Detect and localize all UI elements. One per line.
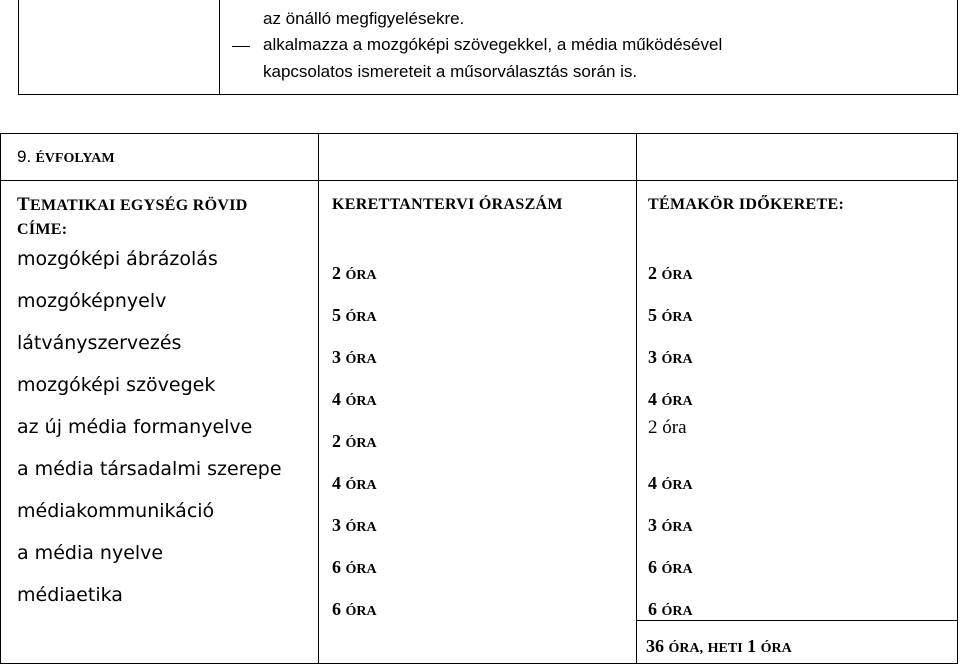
text-line: kapcsolatos ismereteit a műsorválasztás során is. <box>263 62 638 81</box>
framework-hours-header: KERETTANTERVI ÓRASZÁM <box>332 196 563 213</box>
framework-hours-cell: 6 ÓRA <box>332 557 377 577</box>
time-frame-cell: 6 ÓRA <box>648 557 693 577</box>
list-dash <box>232 46 250 47</box>
total-hours: 36 ÓRA, HETI 1 ÓRA <box>646 636 792 656</box>
framework-hours-cell: 6 ÓRA <box>332 599 377 619</box>
time-frame-cell: 2 ÓRA <box>648 263 693 283</box>
text-line: alkalmazza a mozgóképi szövegekkel, a média működésével <box>263 35 723 54</box>
topic-cell: mozgóképnyelv <box>17 290 167 312</box>
topic-cell: médiaetika <box>17 584 123 606</box>
framework-hours-cell: 4 ÓRA <box>332 473 377 493</box>
framework-hours-cell: 2 ÓRA <box>332 263 377 283</box>
time-frame-cell: 6 ÓRA <box>648 599 693 619</box>
text-line: az önálló megfigyelésekre. <box>263 9 465 28</box>
topic-cell: médiakommunikáció <box>17 500 215 522</box>
time-frame-cell: 2 óra <box>648 417 687 438</box>
framework-hours-cell: 5 ÓRA <box>332 305 377 325</box>
grade-number: 9. <box>17 147 32 166</box>
table-row-divider <box>0 180 958 181</box>
topic-cell: az új média formanyelve <box>17 416 253 438</box>
time-frame-cell: 4 ÓRA <box>648 473 693 493</box>
time-frame-header: TÉMAKÖR IDŐKERETE: <box>648 196 845 213</box>
time-frame-cell: 5 ÓRA <box>648 305 693 325</box>
framework-hours-cell: 3 ÓRA <box>332 347 377 367</box>
topic-cell: a média nyelve <box>17 542 164 564</box>
topic-cell: mozgóképi ábrázolás <box>17 248 218 270</box>
framework-hours-cell: 3 ÓRA <box>332 515 377 535</box>
framework-hours-cell: 4 ÓRA <box>332 389 377 409</box>
table-column-divider <box>636 133 637 664</box>
grade-heading <box>17 147 115 167</box>
topic-cell: a média társadalmi szerepe <box>17 458 282 480</box>
framework-hours-cell: 2 ÓRA <box>332 431 377 451</box>
time-frame-cell: 4 ÓRA <box>648 389 693 409</box>
topic-column-header-line2: CÍME: <box>17 221 68 238</box>
table-column-divider <box>318 133 319 664</box>
topic-cell: mozgóképi szövegek <box>17 374 216 396</box>
table-row-divider <box>636 620 958 621</box>
time-frame-cell: 3 ÓRA <box>648 515 693 535</box>
topic-column-header: TEMATIKAI EGYSÉG RÖVID <box>17 194 248 215</box>
time-frame-cell: 3 ÓRA <box>648 347 693 367</box>
grade-label: ÉVFOLYAM <box>35 151 115 166</box>
topic-cell: látványszervezés <box>17 332 182 354</box>
table-column-divider <box>219 0 220 95</box>
